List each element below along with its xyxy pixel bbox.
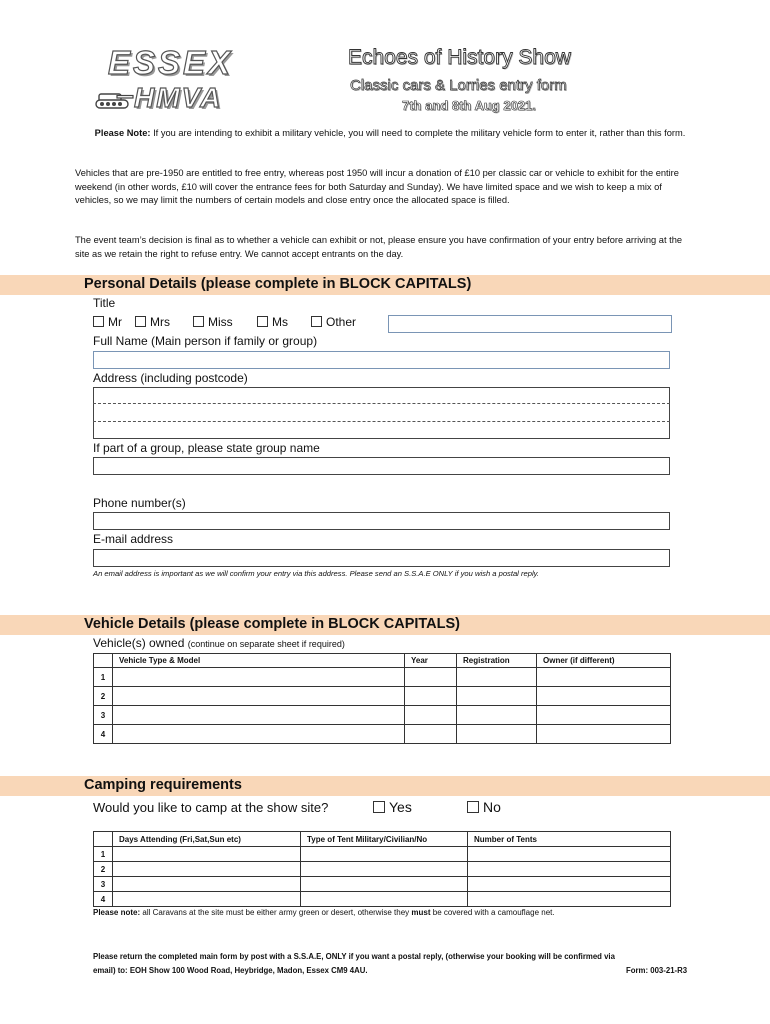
military-note: [90, 126, 690, 140]
title-option-miss[interactable]: Miss: [189, 315, 251, 329]
vehicles-owned-hint: (continue on separate sheet if required): [187, 639, 345, 649]
vehicle-heading: Vehicle Details (please complete in BLOCK CAPITALS): [84, 616, 461, 632]
return-address: email) to: EOH Show 100 Wood Road, Heybridge, Madon, Essex CM9 4AU.: [93, 966, 368, 975]
phone-label: Phone number(s): [93, 496, 186, 510]
title-option-mr[interactable]: Mr: [93, 315, 133, 329]
table-row: 4: [94, 892, 671, 907]
return-instructions: Please return the completed main form by post with a S.S.A.E, ONLY if you want a postal reply, (otherwise your booking will be confirmed via: [93, 952, 615, 961]
email-note: An email address is important as we will confirm your entry via this address. Please send an S.S.A.E ONLY if you wish a postal reply.: [93, 569, 539, 578]
camp-yes-option[interactable]: Yes: [373, 799, 412, 815]
note-label: Please Note:: [94, 128, 151, 138]
table-row: 1: [94, 847, 671, 862]
column-header: Days Attending (Fri,Sat,Sun etc): [113, 832, 301, 847]
column-header: Owner (if different): [537, 654, 671, 668]
entry-fee-paragraph: Vehicles that are pre-1950 are entitled to free entry, whereas post 1950 will incur a donation of £10 per classic car or vehicle to exhibit for the entire weekend (in other words, £10 will cover the entrance fees for both Saturday and Sunday). We have limited space and we wish to keep a mix of vehicles, so we may limit the numbers of certain models and close entry once the allocated space is filled.: [75, 168, 679, 205]
email-input[interactable]: [93, 549, 670, 567]
fullname-input[interactable]: [93, 351, 670, 369]
tank-icon: [95, 88, 135, 110]
column-header: Type of Tent Military/Civilian/No: [301, 832, 468, 847]
table-header-row: [94, 832, 671, 847]
title-options: [93, 315, 383, 329]
column-header: Number of Tents: [468, 832, 671, 847]
title-option-other[interactable]: Other: [305, 315, 375, 329]
checkbox-icon[interactable]: [311, 316, 322, 327]
essex-logo-text: ESSEX: [108, 44, 234, 81]
checkbox-icon[interactable]: [135, 316, 146, 327]
checkbox-icon[interactable]: [93, 316, 104, 327]
title-option-mrs[interactable]: Mrs: [133, 315, 189, 329]
vehicle-table: [93, 653, 671, 744]
hmva-logo-text: HMVA: [134, 82, 223, 113]
column-header: Vehicle Type & Model: [113, 654, 405, 668]
title-other-input[interactable]: [388, 315, 672, 333]
form-title: Echoes of History Show: [348, 46, 571, 69]
checkbox-icon[interactable]: [467, 801, 479, 813]
group-label: If part of a group, please state group name: [93, 441, 320, 455]
table-row: 3: [94, 706, 671, 725]
address-line: [93, 403, 670, 404]
checkbox-icon[interactable]: [257, 316, 268, 327]
address-input[interactable]: [93, 387, 670, 439]
table-header-row: [94, 654, 671, 668]
table-row: 2: [94, 687, 671, 706]
column-header: Year: [405, 654, 457, 668]
caravan-note: Please note: all Caravans at the site must be either army green or desert, otherwise they must be covered with a camouflage net.: [93, 908, 555, 917]
column-header: Registration: [457, 654, 537, 668]
group-input[interactable]: [93, 457, 670, 475]
form-subtitle: Classic cars & Lorries entry form: [350, 77, 567, 94]
personal-heading: Personal Details (please complete in BLOCK CAPITALS): [84, 276, 472, 292]
table-row: 4: [94, 725, 671, 744]
note-text: If you are intending to exhibit a military vehicle, you will need to complete the military vehicle form to enter it, rather than this form.: [150, 128, 686, 138]
event-date: 7th and 8th Aug 2021.: [402, 98, 536, 113]
camping-table: [93, 831, 671, 907]
address-label: Address (including postcode): [93, 371, 248, 385]
title-label: Title: [93, 296, 116, 310]
camp-question: Would you like to camp at the show site?: [93, 800, 329, 815]
camp-no-option[interactable]: No: [467, 799, 501, 815]
table-row: 1: [94, 668, 671, 687]
address-line: [93, 421, 670, 422]
vehicles-owned-label: Vehicle(s) owned (continue on separate sheet if required): [93, 636, 345, 650]
checkbox-icon[interactable]: [373, 801, 385, 813]
fullname-label: Full Name (Main person if family or group): [93, 334, 318, 348]
phone-input[interactable]: [93, 512, 670, 530]
table-row: 3: [94, 877, 671, 892]
camping-heading: Camping requirements: [84, 777, 242, 793]
title-option-ms[interactable]: Ms: [251, 315, 305, 329]
form-id: Form: 003-21-R3: [626, 966, 688, 975]
table-row: 2: [94, 862, 671, 877]
email-label: E-mail address: [93, 532, 174, 546]
checkbox-icon[interactable]: [193, 316, 204, 327]
decision-paragraph: The event team’s decision is final as to whether a vehicle can exhibit or not, please ensure you have confirmation of your entry before arriving at the site as we retain the right to refuse entry. We cannot accept entrants on the day.: [75, 235, 683, 259]
